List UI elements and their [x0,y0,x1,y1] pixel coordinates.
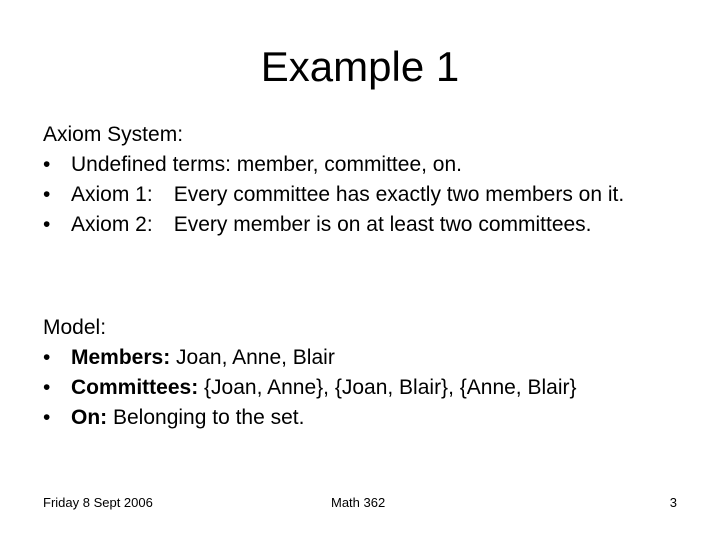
on-label: On: [71,406,108,429]
members-label: Members: [71,346,171,369]
committees-text: {Joan, Anne}, {Joan, Blair}, {Anne, Blair} [198,376,577,399]
slide-title: Example 1 [260,43,460,90]
committees-label: Committees: [71,376,199,399]
members-text: Joan, Anne, Blair [170,346,335,369]
axiom-system-heading: Axiom System: [43,123,184,146]
axiom-1-label: Axiom 1: [71,183,153,206]
model-section [43,313,693,433]
bullet-undefined-terms [43,150,693,180]
axiom-2-text: Every member is on at least two committees. [173,213,592,236]
footer-page-number: 3 [669,495,677,510]
bullet-dot: • [43,406,51,429]
bullet-committees [43,373,693,403]
axiom-system-section [43,120,693,240]
bullet-axiom-2 [43,210,693,240]
axiom-2-label: Axiom 2: [71,213,153,236]
bullet-dot: • [43,346,51,369]
bullet-dot: • [43,376,51,399]
undefined-terms-text: Undefined terms: member, committee, on. [71,153,462,176]
axiom-1-text: Every committee has exactly two members on it. [173,183,625,206]
bullet-dot: • [43,153,51,176]
footer-course: Math 362 [331,495,386,510]
bullet-on [43,403,693,433]
footer-date: Friday 8 Sept 2006 [43,495,153,510]
bullet-axiom-1 [43,180,693,210]
bullet-members [43,343,693,373]
on-text: Belonging to the set. [107,406,305,429]
bullet-dot: • [43,183,51,206]
model-heading: Model: [43,316,107,339]
bullet-dot: • [43,213,51,236]
